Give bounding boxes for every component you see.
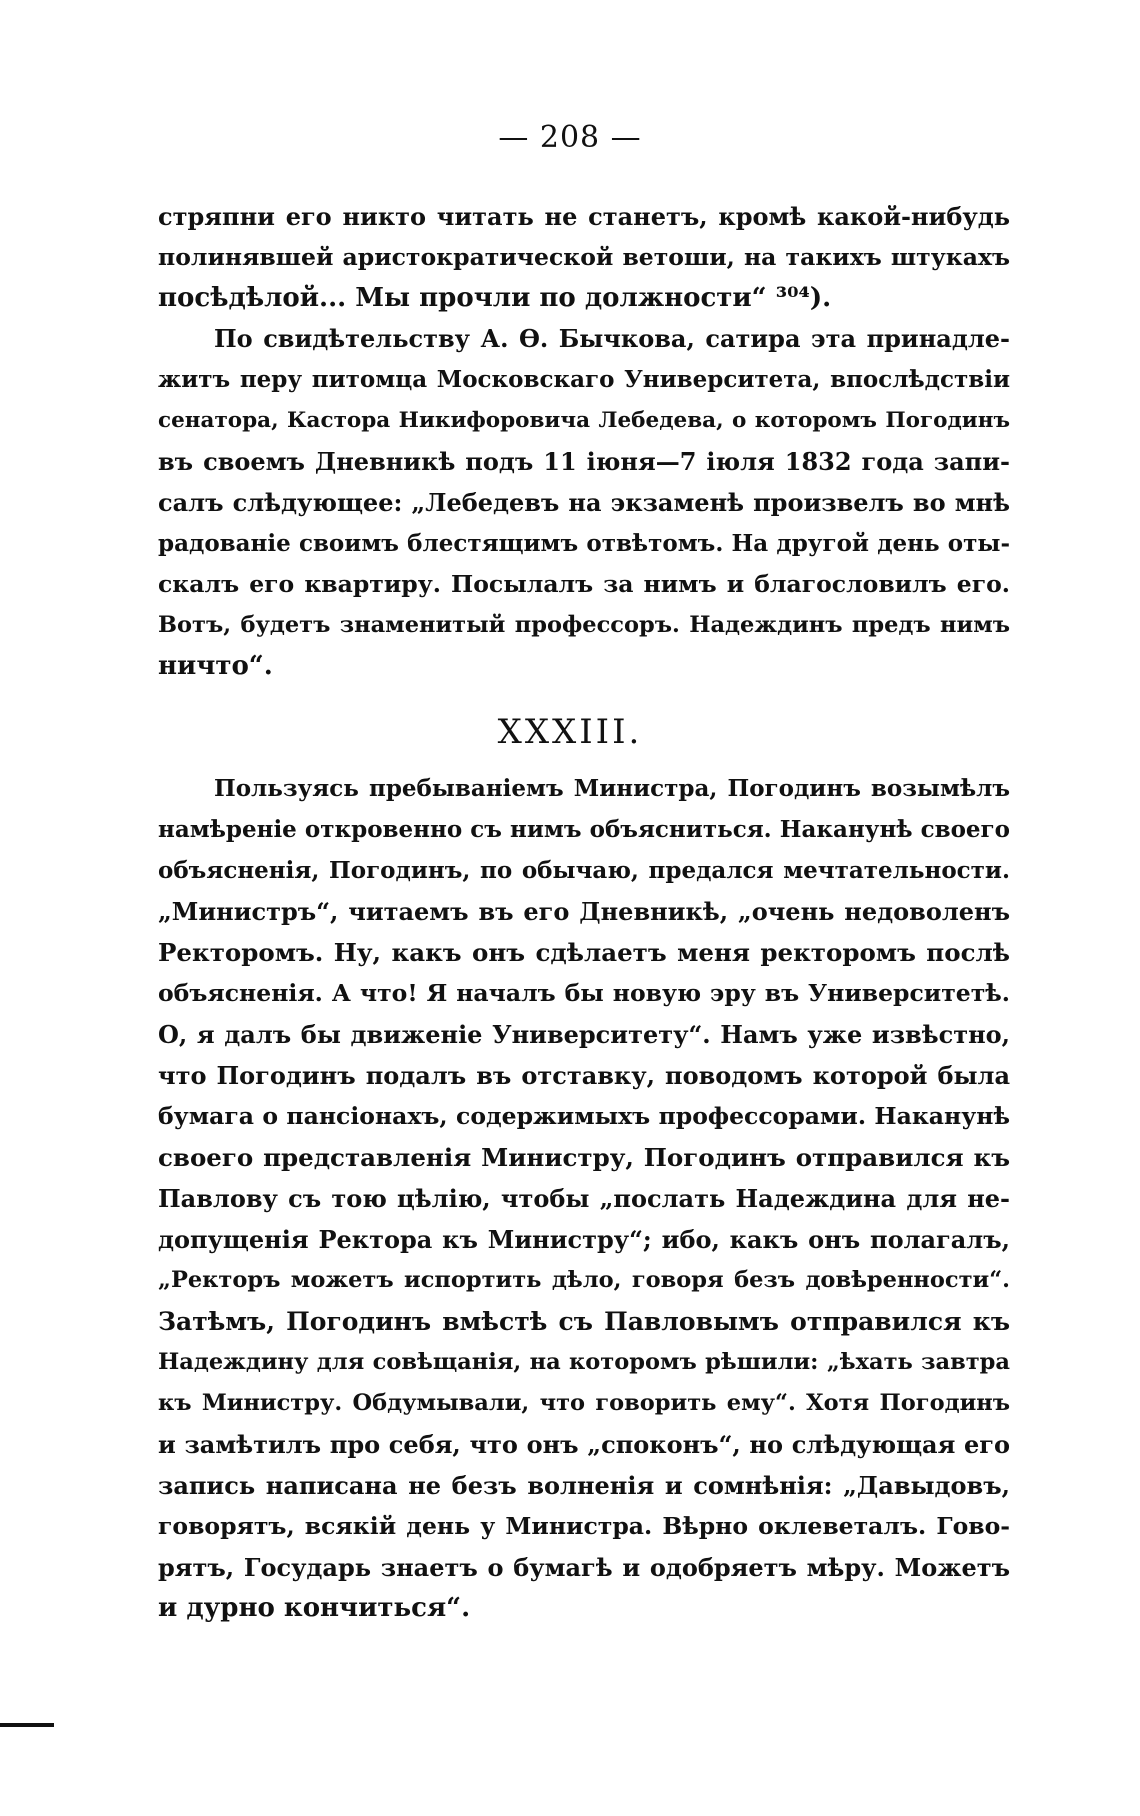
paragraph-continuation <box>158 196 1010 319</box>
text-line: что Погодинъ подалъ въ отставку, поводомъ которой была <box>158 1061 1010 1090</box>
text-line: Пользуясь пребываніемъ Министра, Погодинъ возымѣлъ <box>214 775 1010 802</box>
paragraph-bychkov <box>158 318 1010 687</box>
text-line: Затѣмъ, Погодинъ вмѣстѣ съ Павловымъ отправился къ <box>158 1307 1010 1336</box>
text-line: сенатора, Кастора Никифоровича Лебедева, о которомъ Погодинъ <box>158 408 1010 433</box>
text-line: „Министръ“, читаемъ въ его Дневникѣ, „очень недоволенъ <box>158 897 1010 926</box>
text-line: и замѣтилъ про себя, что онъ „споконъ“, но слѣдующая его <box>158 1430 1010 1459</box>
page-number: — 208 — <box>498 120 642 155</box>
text-line: въ своемъ Дневникѣ подъ 11 іюня—7 іюля 1832 года запи- <box>158 447 1010 476</box>
text-line: „Ректоръ можетъ испортить дѣло, говоря безъ довѣренности“. <box>158 1267 1010 1293</box>
text-line: объясненія. А что! Я началъ бы новую эру въ Университетѣ. <box>158 979 1010 1007</box>
text-line: бумага о пансіонахъ, содержимыхъ профессорами. Наканунѣ <box>158 1102 1010 1130</box>
text-line: Ректоромъ. Ну, какъ онъ сдѣлаетъ меня ректоромъ послѣ <box>158 938 1010 967</box>
text-line: посѣдѣлой... Мы прочли по должности“ ³⁰⁴). <box>158 283 832 313</box>
text-line: допущенія Ректора къ Министру“; ибо, какъ онъ полагалъ, <box>158 1225 1010 1254</box>
text-line: намѣреніе откровенно съ нимъ объясниться. Наканунѣ своего <box>158 816 1010 843</box>
text-line: скалъ его квартиру. Посылалъ за нимъ и благословилъ его. <box>158 570 1010 598</box>
section-heading: XXXIII. <box>497 712 643 752</box>
text-line: къ Министру. Обдумывали, что говорить ему“. Хотя Погодинъ <box>158 1390 1010 1416</box>
text-line: стряпни его никто читать не станетъ, кромѣ какой-нибудь <box>158 202 1010 231</box>
text-line: радованіе своимъ блестящимъ отвѣтомъ. На другой день оты- <box>158 530 1010 557</box>
text-line: и дурно кончиться“. <box>158 1593 471 1623</box>
text-line: Вотъ, будетъ знаменитый профессоръ. Надеждинъ предъ нимъ <box>158 612 1010 638</box>
text-line: ничто“. <box>158 651 273 681</box>
text-line: салъ слѣдующее: „Лебедевъ на экзаменѣ произвелъ во мнѣ <box>158 488 1010 517</box>
text-line: рятъ, Государь знаетъ о бумагѣ и одобряетъ мѣру. Можетъ <box>158 1553 1010 1582</box>
text-line: житъ перу питомца Московскаго Университета, впослѣдствіи <box>158 366 1010 393</box>
paragraph-pogodin <box>158 768 1010 1629</box>
margin-dash-mark <box>0 1723 54 1727</box>
text-line: говорятъ, всякій день у Министра. Вѣрно оклеветалъ. Гово- <box>158 1512 1010 1540</box>
text-line: объясненія, Погодинъ, по обычаю, предался мечтательности. <box>158 857 1010 884</box>
text-line: своего представленія Министру, Погодинъ отправился къ <box>158 1143 1010 1172</box>
text-line: О, я далъ бы движеніе Университету“. Намъ уже извѣстно, <box>158 1020 1010 1049</box>
text-line: полинявшей аристократической ветоши, на такихъ штукахъ <box>158 243 1010 271</box>
text-line: Надеждину для совѣщанія, на которомъ рѣшили: „ѣхать завтра <box>158 1349 1010 1375</box>
text-line: запись написана не безъ волненія и сомнѣнія: „Давыдовъ, <box>158 1471 1010 1500</box>
text-line: По свидѣтельству А. Ѳ. Бычкова, сатира эта принадле- <box>214 324 1010 353</box>
text-line: Павлову съ тою цѣлію, чтобы „послать Надеждина для не- <box>158 1184 1010 1213</box>
